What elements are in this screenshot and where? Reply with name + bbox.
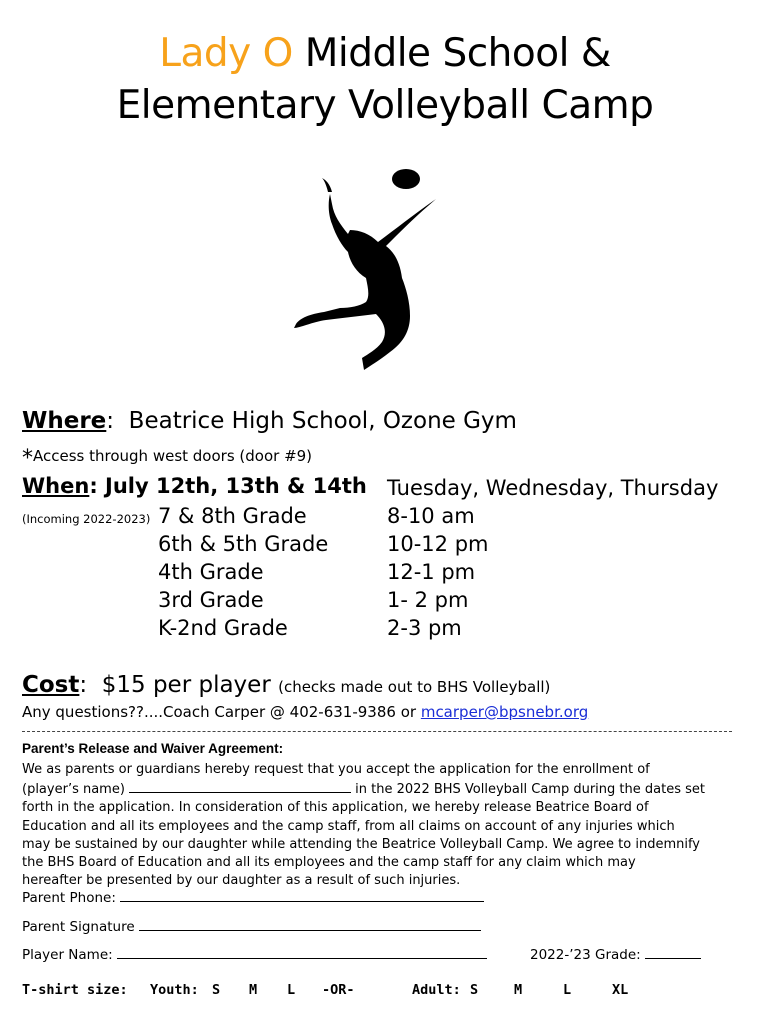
schedule-time: 1- 2 pm [387, 588, 469, 612]
where-label: Where [22, 408, 107, 434]
title-line-1-rest: Middle School & [292, 31, 611, 76]
youth-label: Youth: [150, 982, 199, 998]
adult-size-l[interactable]: L [563, 982, 572, 998]
waiver-title: Parent’s Release and Waiver Agreement: [22, 741, 284, 756]
waiver-line-2-pre: (player’s name) [22, 782, 130, 798]
waiver-line-1: We as parents or guardians hereby request that you accept the application for the enrollment of [22, 762, 650, 777]
cost-label: Cost [22, 672, 80, 698]
youth-size-l[interactable]: L [287, 982, 296, 998]
parent-phone-row [22, 888, 484, 906]
schedule-time: 2-3 pm [387, 616, 462, 640]
adult-size-m[interactable]: M [514, 982, 523, 998]
waiver-body: forth in the application. In consideration of this application, we hereby release Beatrice Board of Education and all its employees and the camp staff, from all claims on account of any injuries which may be sustained by our daughter while attending the Beatrice Volleyball Camp. We agree to indemnify the BHS Board of Education and all its employees and the camp staff for any claim which may hereafter be presented by our daughter as a result of such injuries. [22, 800, 700, 889]
access-note [22, 446, 312, 471]
cost-value: $15 per player [101, 672, 271, 698]
or-separator: -OR- [322, 982, 355, 998]
player-name-blank[interactable] [129, 779, 351, 793]
adult-size-xl[interactable]: XL [612, 982, 629, 998]
grade-row [530, 945, 701, 963]
cost-note: (checks made out to BHS Volleyball) [278, 678, 551, 696]
parent-phone-label: Parent Phone: [22, 890, 121, 906]
schedule-times [387, 502, 488, 642]
waiver-text [22, 761, 750, 890]
player-name-label: Player Name: [22, 947, 117, 963]
title-line-1 [0, 28, 770, 80]
title-line-2: Elementary Volleyball Camp [116, 83, 654, 128]
schedule-time: 10-12 pm [387, 532, 489, 556]
schedule-grade: 7 & 8th Grade [158, 504, 307, 528]
tshirt-label: T-shirt size: [22, 982, 128, 998]
schedule-grade: 4th Grade [158, 560, 264, 584]
page-title [0, 28, 770, 132]
cost-line: Cost: $15 per player (checks made out to BHS Volleyball) [22, 672, 551, 698]
where-value: Beatrice High School, Ozone Gym [128, 408, 517, 434]
player-name-field[interactable] [117, 945, 487, 959]
parent-signature-field[interactable] [139, 917, 481, 931]
title-accent: Lady O [159, 31, 293, 76]
adult-size-s[interactable]: S [470, 982, 479, 998]
schedule-grade: 6th & 5th Grade [158, 532, 329, 556]
star-icon: * [22, 446, 33, 471]
schedule-grades [158, 502, 328, 642]
grade-field[interactable] [645, 945, 701, 959]
when-days: Tuesday, Wednesday, Thursday [387, 476, 719, 500]
dashed-divider [22, 731, 732, 732]
youth-size-s[interactable]: S [212, 982, 221, 998]
youth-size-m[interactable]: M [249, 982, 258, 998]
schedule-grade: 3rd Grade [158, 588, 264, 612]
schedule-time: 12-1 pm [387, 560, 476, 584]
grade-label: 2022-’23 Grade: [530, 947, 645, 963]
parent-phone-field[interactable] [120, 888, 484, 902]
waiver-line-2-post: in the 2022 BHS Volleyball Camp during the dates set [351, 782, 705, 798]
waiver-line-2 [22, 779, 750, 799]
incoming-year: (Incoming 2022-2023) [22, 512, 151, 526]
when-dates: July 12th, 13th & 14th [105, 474, 367, 498]
contact-text: Any questions??....Coach Carper @ 402-631-9386 or [22, 703, 421, 721]
when-label: When [22, 474, 90, 498]
volleyball-player-silhouette-icon [290, 162, 440, 374]
parent-signature-label: Parent Signature [22, 919, 139, 935]
player-name-row [22, 945, 487, 963]
schedule-grade: K-2nd Grade [158, 616, 288, 640]
parent-signature-row [22, 917, 481, 935]
access-note-text: Access through west doors (door #9) [33, 447, 313, 465]
contact-line [22, 703, 588, 721]
email-link[interactable]: mcarper@bpsnebr.org [420, 703, 589, 721]
schedule-time: 8-10 am [387, 504, 475, 528]
where-line: Where: Beatrice High School, Ozone Gym [22, 408, 517, 434]
when-line: When: July 12th, 13th & 14th [22, 474, 367, 498]
adult-label: Adult: [412, 982, 461, 998]
